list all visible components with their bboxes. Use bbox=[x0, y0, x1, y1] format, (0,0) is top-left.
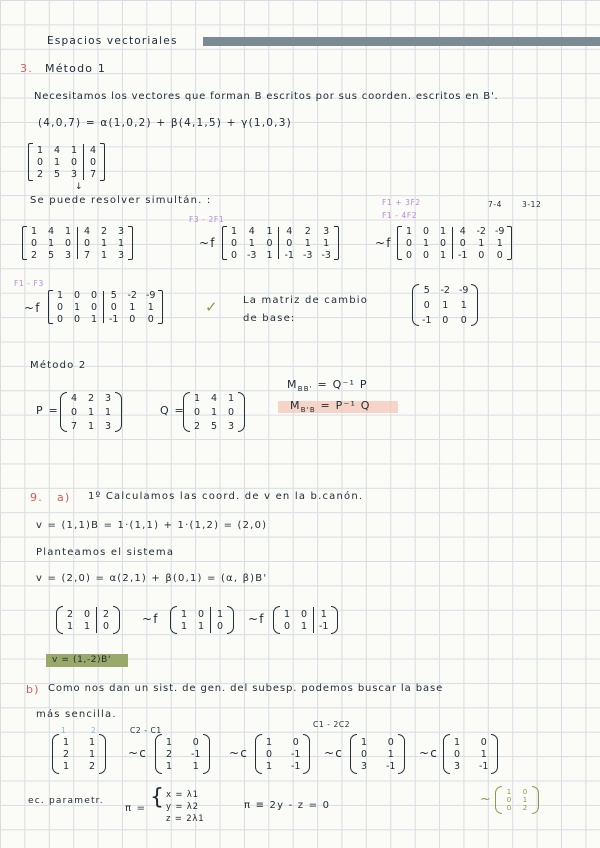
linear-combination-equation: (4,0,7) = α(1,0,2) + β(4,1,5) + γ(1,0,3) bbox=[38, 117, 292, 129]
check-icon: ✓ bbox=[205, 298, 219, 316]
augmented-matrix-2: 1 4 1 0 1 0 2 5 3 4 2 3 0 1 1 7 1 3 bbox=[22, 226, 133, 260]
column-op-note: C2 - C1 bbox=[130, 726, 162, 735]
system-intro: Planteamos el sistema bbox=[36, 547, 175, 558]
coord-equation: v = (1,1)B = 1·(1,1) + 1·(1,2) = (2,0) bbox=[36, 520, 268, 531]
P-label: P = bbox=[36, 404, 59, 417]
implicit-equation: π ≡ 2y - z = 0 bbox=[244, 800, 331, 811]
section-number: 9. bbox=[30, 491, 43, 504]
Q-label: Q = bbox=[160, 404, 185, 417]
column-equivalence-symbol: ~c bbox=[419, 746, 439, 760]
part-b-instruction-cont: más sencilla. bbox=[36, 709, 117, 720]
part-a-label: a) bbox=[57, 491, 71, 504]
column-matrix-1: 1 1 2 1 1 2 bbox=[52, 734, 106, 774]
row-equivalence-symbol: ~f bbox=[24, 301, 41, 315]
method-1-heading: Método 1 bbox=[45, 62, 107, 75]
P-matrix: 4 2 3 0 1 1 7 1 3 bbox=[60, 392, 122, 432]
title-underline bbox=[203, 37, 600, 46]
column-marker: 1 bbox=[61, 726, 67, 735]
change-of-basis-label: de base: bbox=[243, 313, 296, 324]
augmented-matrix-4: 1 0 1 0 1 0 0 0 1 4 -2 -9 0 1 1 -1 0 0 bbox=[397, 226, 512, 260]
column-op-note: C1 - 2C2 bbox=[313, 720, 351, 729]
change-of-basis-matrix: 5 -2 -9 0 1 1 -1 0 0 bbox=[412, 284, 478, 326]
explanation-line: Necesitamos los vectores que forman B escritos por sus coorden. escritos en B'. bbox=[34, 91, 499, 102]
parametric-system: x = λ1 y = λ2 z = 2λ1 bbox=[166, 790, 205, 824]
column-equivalence-symbol: ~c bbox=[324, 746, 344, 760]
column-matrix-2: 1 0 2 -1 1 1 bbox=[155, 734, 210, 774]
simultaneous-note: Se puede resolver simultán. : bbox=[30, 195, 212, 206]
row-equivalence-symbol: ~f bbox=[375, 236, 392, 250]
change-matrix-formula: $M_{B'B} = P^{-1}$ Q bbox=[290, 399, 371, 415]
row-op-note: F1 + 3F2 bbox=[382, 198, 421, 207]
column-marker: 2 bbox=[91, 726, 97, 735]
row-op-note: F1 - F3 bbox=[14, 279, 44, 288]
calc-note: 3-12 bbox=[522, 200, 542, 209]
result-value: v = (1,-2)B' bbox=[52, 655, 112, 665]
system-brace: { bbox=[150, 785, 164, 810]
Q-matrix: 1 4 1 0 1 0 2 5 3 bbox=[183, 392, 245, 432]
column-matrix-3: 1 0 0 -1 1 -1 bbox=[255, 734, 310, 774]
row-op-note: F3 - 2F1 bbox=[189, 215, 225, 224]
augmented-matrix-1: 1 4 1 0 1 0 2 5 3 4 0 7 bbox=[28, 143, 105, 181]
augmented-matrix-3: 1 4 1 0 1 0 0 -3 1 4 2 3 0 1 1 -1 -3 -3 bbox=[222, 226, 339, 260]
down-arrow: ↓ bbox=[75, 182, 84, 192]
augmented-matrix-5: 1 0 0 0 1 0 0 0 1 5 -2 -9 0 1 1 -1 0 0 bbox=[48, 290, 163, 324]
final-basis-matrix: 1 0 0 1 0 2 bbox=[495, 786, 539, 814]
part-b-label: b) bbox=[26, 683, 40, 696]
section-number: 3. bbox=[20, 62, 33, 75]
calc-note: 7-4 bbox=[488, 200, 503, 209]
column-equivalence-symbol: ~c bbox=[128, 746, 148, 760]
column-matrix-4: 1 0 0 1 3 -1 bbox=[350, 734, 405, 774]
row-equivalence-symbol: ~f bbox=[248, 612, 265, 626]
column-matrix-5: 1 0 0 1 3 -1 bbox=[443, 734, 498, 774]
row-equivalence-symbol: ~f bbox=[199, 236, 216, 250]
method-2-heading: Método 2 bbox=[30, 360, 87, 371]
change-of-basis-label: La matriz de cambio bbox=[243, 295, 369, 306]
system-matrix-1: 2 0 1 1 2 0 bbox=[56, 606, 120, 634]
final-equivalence-symbol: ~ bbox=[480, 792, 493, 807]
column-equivalence-symbol: ~c bbox=[229, 746, 249, 760]
part-a-instruction: 1º Calculamos las coord. de v en la b.canón. bbox=[88, 491, 364, 502]
part-b-instruction: Como nos dan un sist. de gen. del subesp. podemos buscar la base bbox=[48, 683, 444, 694]
system-matrix-2: 1 0 1 1 1 0 bbox=[170, 606, 234, 634]
system-matrix-3: 1 0 0 1 1 -1 bbox=[273, 606, 338, 634]
change-matrix-formula: $M_{BB'} = Q^{-1}$ P bbox=[287, 378, 368, 394]
pi-label: π = bbox=[125, 803, 147, 814]
row-op-note: F1 - 4F2 bbox=[382, 211, 418, 220]
row-equivalence-symbol: ~f bbox=[142, 612, 159, 626]
parametric-label: ec. parametr. bbox=[28, 796, 104, 806]
system-equation: v = (2,0) = α(2,1) + β(0,1) = (α, β)B' bbox=[36, 573, 268, 584]
page-title: Espacios vectoriales bbox=[47, 35, 178, 47]
